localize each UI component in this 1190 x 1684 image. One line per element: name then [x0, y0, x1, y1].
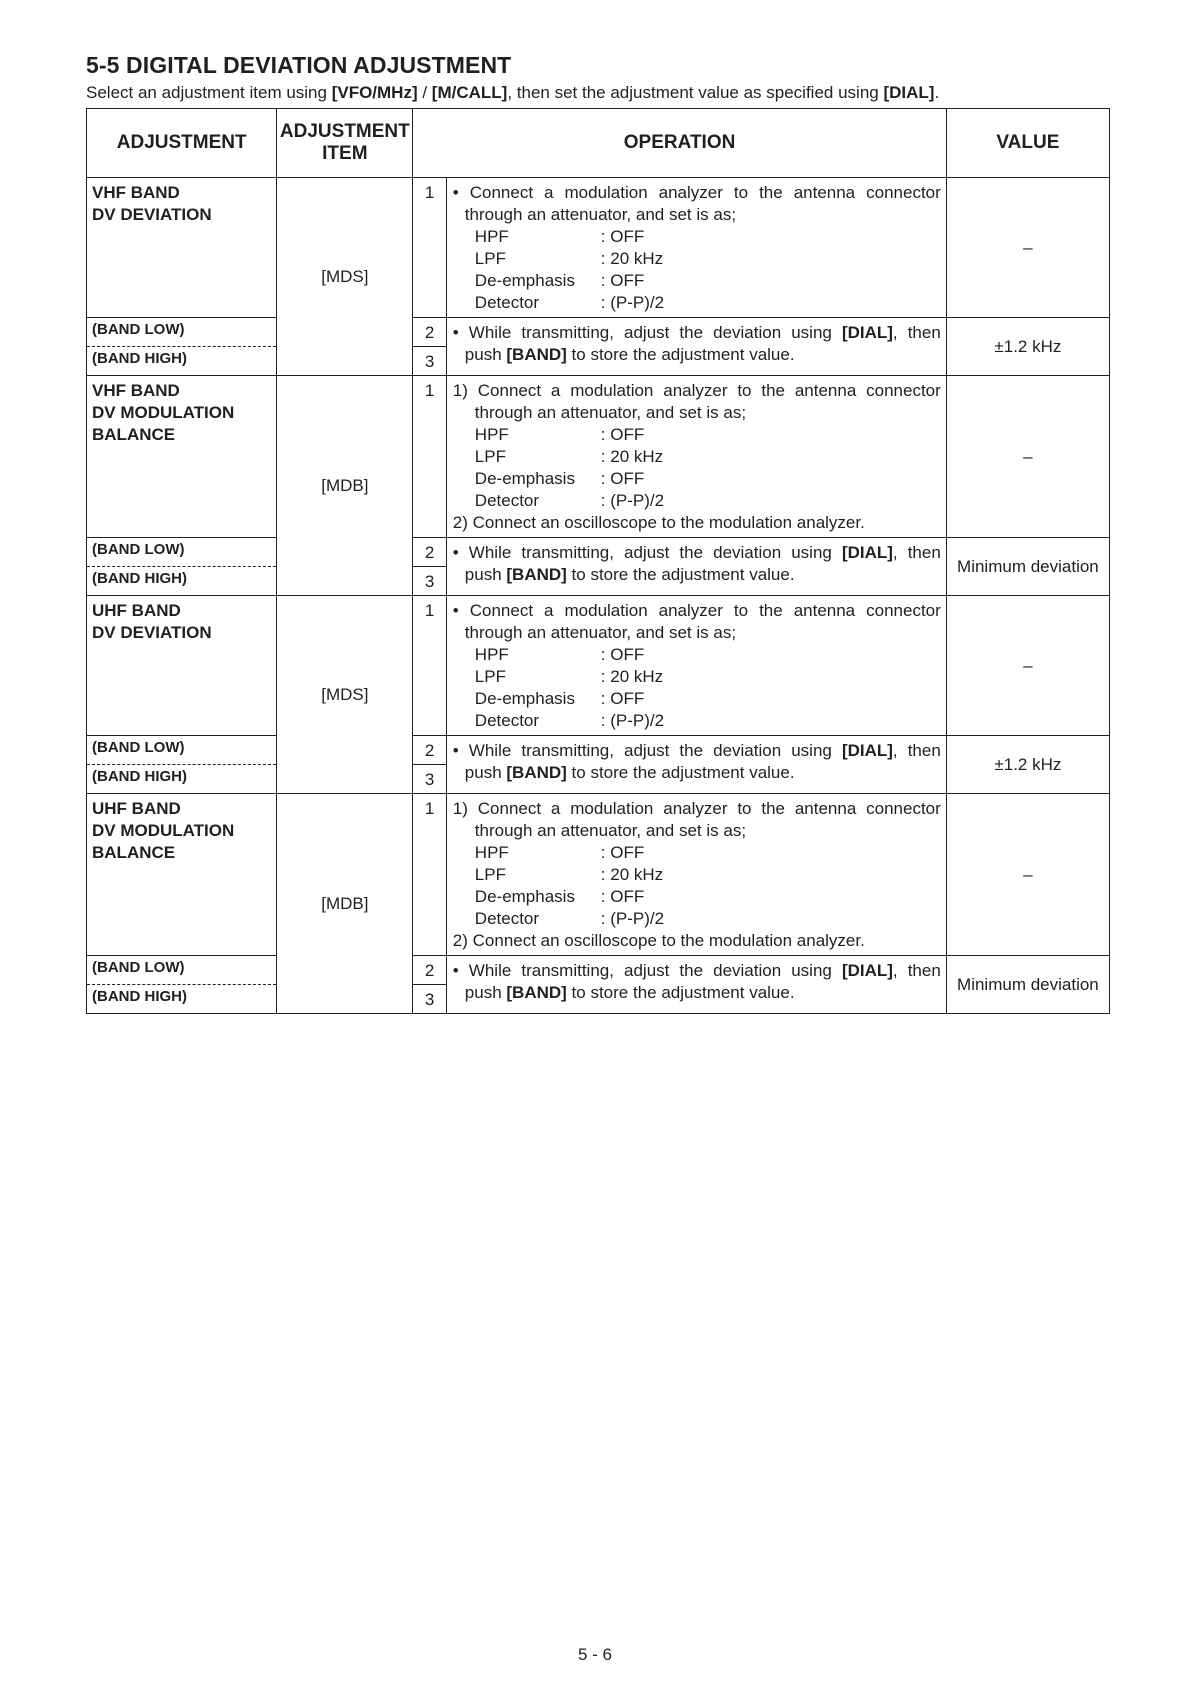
setting-row [453, 644, 941, 666]
band-key: [BAND] [506, 345, 567, 364]
operation-text [446, 956, 946, 1014]
setting-key: De-emphasis [474, 271, 575, 290]
setting-row [453, 710, 941, 732]
band-low-label: (BAND LOW) [87, 538, 277, 567]
operation-fragment: , then [892, 961, 941, 980]
band-low-label: (BAND LOW) [87, 736, 277, 765]
setting-row [453, 842, 941, 864]
value-cell: – [946, 794, 1109, 956]
adjustment-name [87, 178, 277, 318]
intro-text-2: / [417, 83, 432, 102]
operation-fragment: push [464, 565, 507, 584]
setting-key: Detector [474, 293, 540, 312]
operation-text [446, 538, 946, 596]
operation-line: 2) Connect an oscilloscope to the modulation analyzer. [452, 931, 865, 950]
value-cell: ±1.2 kHz [946, 318, 1109, 376]
setting-value: : OFF [600, 469, 645, 488]
operation-fragment: to store the adjustment value. [566, 345, 795, 364]
setting-value: : 20 kHz [600, 865, 664, 884]
step-number: 3 [413, 567, 446, 596]
adjustment-name-line: UHF BAND [92, 601, 181, 620]
m-call-key: [M/CALL] [431, 83, 508, 102]
operation-line: through an attenuator, and set is as; [474, 821, 747, 840]
setting-row [453, 468, 941, 490]
setting-value: : OFF [600, 271, 645, 290]
setting-value: : OFF [600, 227, 645, 246]
adjustment-item: [MDB] [277, 794, 413, 1014]
dial-key: [DIAL] [841, 961, 893, 980]
table-row [87, 956, 1110, 985]
operation-line [453, 542, 941, 564]
setting-key: De-emphasis [474, 469, 575, 488]
step-number: 1 [413, 794, 446, 956]
setting-value: : 20 kHz [600, 447, 664, 466]
adjustment-item: [MDS] [277, 178, 413, 376]
dial-key: [DIAL] [841, 323, 893, 342]
adjustment-name-line: DV DEVIATION [92, 205, 212, 224]
setting-row [453, 226, 941, 248]
adjustment-name-line: VHF BAND [92, 381, 180, 400]
setting-key: LPF [474, 447, 506, 466]
table-row [87, 736, 1110, 765]
operation-text [446, 596, 946, 736]
setting-value: : (P-P)/2 [600, 491, 665, 510]
setting-key: LPF [474, 865, 506, 884]
table-row [87, 318, 1110, 347]
band-low-label: (BAND LOW) [87, 318, 277, 347]
setting-key: LPF [474, 249, 506, 268]
adjustment-name [87, 596, 277, 736]
operation-fragment: to store the adjustment value. [566, 565, 795, 584]
header-item-line-1: ADJUSTMENT [279, 121, 410, 142]
adjustment-name-line: VHF BAND [92, 183, 180, 202]
operation-line [453, 762, 941, 784]
operation-line: 2) Connect an oscilloscope to the modulation analyzer. [452, 513, 865, 532]
operation-line: 1) Connect a modulation analyzer to the antenna connector [452, 799, 941, 818]
operation-line: • Connect a modulation analyzer to the antenna connector [452, 601, 941, 620]
intro-text-4: . [934, 83, 940, 102]
adjustment-item: [MDS] [277, 596, 413, 794]
intro-text [86, 83, 939, 103]
dial-key: [DIAL] [841, 543, 893, 562]
setting-row [453, 864, 941, 886]
operation-fragment: • While transmitting, adjust the deviation using [452, 961, 842, 980]
vfo-mhz-key: [VFO/MHz] [331, 83, 418, 102]
operation-fragment: , then [892, 323, 941, 342]
setting-row [453, 248, 941, 270]
adjustment-name [87, 794, 277, 956]
header-value: VALUE [946, 109, 1109, 178]
band-key: [BAND] [506, 763, 567, 782]
step-number: 1 [413, 596, 446, 736]
table-row [87, 178, 1110, 318]
operation-fragment: , then [892, 543, 941, 562]
value-cell: Minimum deviation [946, 956, 1109, 1014]
page-title: 5-5 DIGITAL DEVIATION ADJUSTMENT [86, 52, 512, 78]
value-cell: Minimum deviation [946, 538, 1109, 596]
setting-row [453, 688, 941, 710]
band-high-label: (BAND HIGH) [87, 765, 277, 794]
operation-fragment: push [464, 763, 507, 782]
setting-value: : 20 kHz [600, 249, 664, 268]
intro-text-3: , then set the adjustment value as specified using [507, 83, 884, 102]
operation-line [453, 740, 941, 762]
table-row [87, 376, 1110, 538]
setting-key: HPF [474, 843, 509, 862]
operation-fragment: , then [892, 741, 941, 760]
setting-value: : (P-P)/2 [600, 711, 665, 730]
setting-row [453, 886, 941, 908]
step-number: 3 [413, 985, 446, 1014]
setting-key: Detector [474, 711, 540, 730]
operation-fragment: • While transmitting, adjust the deviation using [452, 543, 842, 562]
setting-key: Detector [474, 909, 540, 928]
band-key: [BAND] [506, 983, 567, 1002]
setting-value: : OFF [600, 425, 645, 444]
adjustment-name-line: DV MODULATION [92, 821, 235, 840]
operation-fragment: to store the adjustment value. [566, 983, 795, 1002]
setting-key: Detector [474, 491, 540, 510]
band-low-label: (BAND LOW) [87, 956, 277, 985]
setting-value: : OFF [600, 689, 645, 708]
step-number: 3 [413, 765, 446, 794]
operation-line [453, 960, 941, 982]
dial-key: [DIAL] [883, 83, 935, 102]
setting-value: : 20 kHz [600, 667, 664, 686]
operation-line: 1) Connect a modulation analyzer to the antenna connector [452, 381, 941, 400]
operation-fragment: • While transmitting, adjust the deviation using [452, 323, 842, 342]
setting-row [453, 270, 941, 292]
setting-row [453, 666, 941, 688]
value-cell: – [946, 178, 1109, 318]
adjustment-name-line: BALANCE [92, 425, 176, 444]
operation-text [446, 318, 946, 376]
setting-row [453, 446, 941, 468]
dial-key: [DIAL] [841, 741, 893, 760]
setting-key: De-emphasis [474, 689, 575, 708]
band-high-label: (BAND HIGH) [87, 985, 277, 1014]
table-body [87, 178, 1110, 1014]
adjustment-name-line: DV MODULATION [92, 403, 235, 422]
table-row [87, 794, 1110, 956]
header-adjustment: ADJUSTMENT [87, 109, 277, 178]
value-cell: – [946, 376, 1109, 538]
adjustment-item: [MDB] [277, 376, 413, 596]
setting-value: : (P-P)/2 [600, 909, 665, 928]
value-cell: ±1.2 kHz [946, 736, 1109, 794]
setting-key: HPF [474, 425, 509, 444]
operation-fragment: push [464, 983, 507, 1002]
operation-line [453, 564, 941, 586]
band-high-label: (BAND HIGH) [87, 567, 277, 596]
operation-line: • Connect a modulation analyzer to the antenna connector [452, 183, 941, 202]
operation-fragment: to store the adjustment value. [566, 763, 795, 782]
operation-fragment: • While transmitting, adjust the deviation using [452, 741, 842, 760]
operation-line: through an attenuator, and set is as; [474, 403, 747, 422]
setting-row [453, 424, 941, 446]
setting-key: HPF [474, 227, 509, 246]
setting-key: HPF [474, 645, 509, 664]
operation-line: through an attenuator, and set is as; [464, 205, 737, 224]
header-operation: OPERATION [413, 109, 946, 178]
setting-key: LPF [474, 667, 506, 686]
adjustment-name-line: BALANCE [92, 843, 176, 862]
step-number: 1 [413, 376, 446, 538]
step-number: 2 [413, 318, 446, 347]
operation-fragment: push [464, 345, 507, 364]
band-high-label: (BAND HIGH) [87, 347, 277, 376]
operation-line [453, 982, 941, 1004]
operation-text [446, 178, 946, 318]
value-cell: – [946, 596, 1109, 736]
step-number: 3 [413, 347, 446, 376]
step-number: 2 [413, 956, 446, 985]
adjustment-name [87, 376, 277, 538]
table-header-row [87, 109, 1110, 178]
setting-key: De-emphasis [474, 887, 575, 906]
setting-value: : (P-P)/2 [600, 293, 665, 312]
setting-value: : OFF [600, 645, 645, 664]
adjustment-table [86, 108, 1110, 1014]
step-number: 2 [413, 736, 446, 765]
setting-value: : OFF [600, 843, 645, 862]
setting-row [453, 490, 941, 512]
operation-text [446, 376, 946, 538]
operation-text [446, 794, 946, 956]
operation-text [446, 736, 946, 794]
operation-line: through an attenuator, and set is as; [464, 623, 737, 642]
header-item-line-2: ITEM [322, 143, 368, 164]
operation-line [453, 344, 941, 366]
step-number: 2 [413, 538, 446, 567]
step-number: 1 [413, 178, 446, 318]
table-row [87, 596, 1110, 736]
header-adjustment-item [277, 109, 413, 178]
setting-row [453, 292, 941, 314]
table-row [87, 538, 1110, 567]
band-key: [BAND] [506, 565, 567, 584]
operation-line [453, 322, 941, 344]
setting-value: : OFF [600, 887, 645, 906]
adjustment-name-line: UHF BAND [92, 799, 181, 818]
setting-row [453, 908, 941, 930]
adjustment-name-line: DV DEVIATION [92, 623, 212, 642]
intro-text-1: Select an adjustment item using [86, 83, 332, 102]
page-number: 5 - 6 [577, 1645, 613, 1664]
